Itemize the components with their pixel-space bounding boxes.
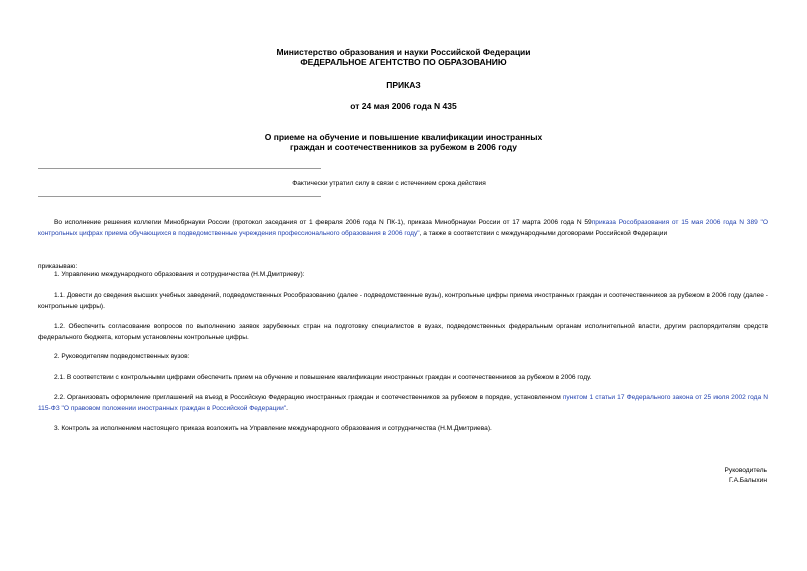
clause-2-1: 2.1. В соответствии с контрольными цифрами обеспечить прием на обучение и повышение квалификации иностранных граждан и соотечественников за рубежом в 2006 году. [54,374,592,381]
document-type: ПРИКАЗ [386,80,421,90]
document-title-line-1: О приеме на обучение и повышение квалификации иностранных [264,132,543,142]
clause-1: 1. Управлению международного образования и сотрудничества (Н.М.Дмитриеву): [54,271,305,278]
clause-3: 3. Контроль за исполнением настоящего приказа возложить на Управление международного образования и сотрудничества (Н.М.Дмитриева). [54,425,492,432]
document-title-line-2: граждан и соотечественников за рубежом в 2006 году [290,142,517,152]
separator-top [38,168,321,169]
clause-2-2-text-end: . [286,404,288,412]
clause-2-2-text: 2.2. Организовать оформление приглашений на въезд в Российскую Федерацию иностранных граждан и соотечественников за рубежом в порядке, установленном [54,394,563,401]
order-word: приказываю: [38,263,78,270]
signature-role: Руководитель [724,467,767,474]
document-date: от 24 мая 2006 года N 435 [350,101,457,111]
separator-bottom [38,196,321,197]
intro-text-end: , а также в соответствии с международными договорами Российской Федерации [419,229,668,237]
agency-heading: ФЕДЕРАЛЬНОЕ АГЕНТСТВО ПО ОБРАЗОВАНИЮ [300,57,507,67]
ministry-heading: Министерство образования и науки Российской Федерации [276,47,531,57]
signature-name: Г.А.Балыхин [728,477,767,484]
clause-2-2 [38,393,768,414]
intro-text: Во исполнение решения коллегии Минобрнауки России (протокол заседания от 1 февраля 2006 года N ПК-1), приказа Минобрнауки России от 17 марта 2006 года N 59 [54,219,592,226]
intro-link[interactable]: приказа Рособразования от 15 мая 2006 года N 389 "О контрольных цифрах приема обучающихся в подведомственные учреждения профессионального образования в 2006 году" [38,219,768,237]
clause-1-1: 1.1. Довести до сведения высших учебных заведений, подведомственных Рособразованию (далее - подведомственные вузы), контрольные цифры приема иностранных граждан и соотечественников за рубежом в 2006 году (далее - контрольные цифры). [38,292,768,310]
intro-paragraph [38,218,768,239]
status-note: Фактически утратил силу в связи с истечением срока действия [292,180,486,187]
federal-law-link[interactable]: пунктом 1 статьи 17 Федерального закона от 25 июля 2002 года N 115-ФЗ "О правовом положении иностранных граждан в Российской Федерации" [38,394,769,412]
clause-2: 2. Руководителям подведомственных вузов: [54,353,190,360]
clause-1-2: 1.2. Обеспечить согласование вопросов по выполнению заявок зарубежных стран на подготовку специалистов в вузах, подведомственных федеральным органам исполнительной власти, другим распорядителям средств федерального бюджета, которым установлены контрольные цифры. [38,323,768,341]
